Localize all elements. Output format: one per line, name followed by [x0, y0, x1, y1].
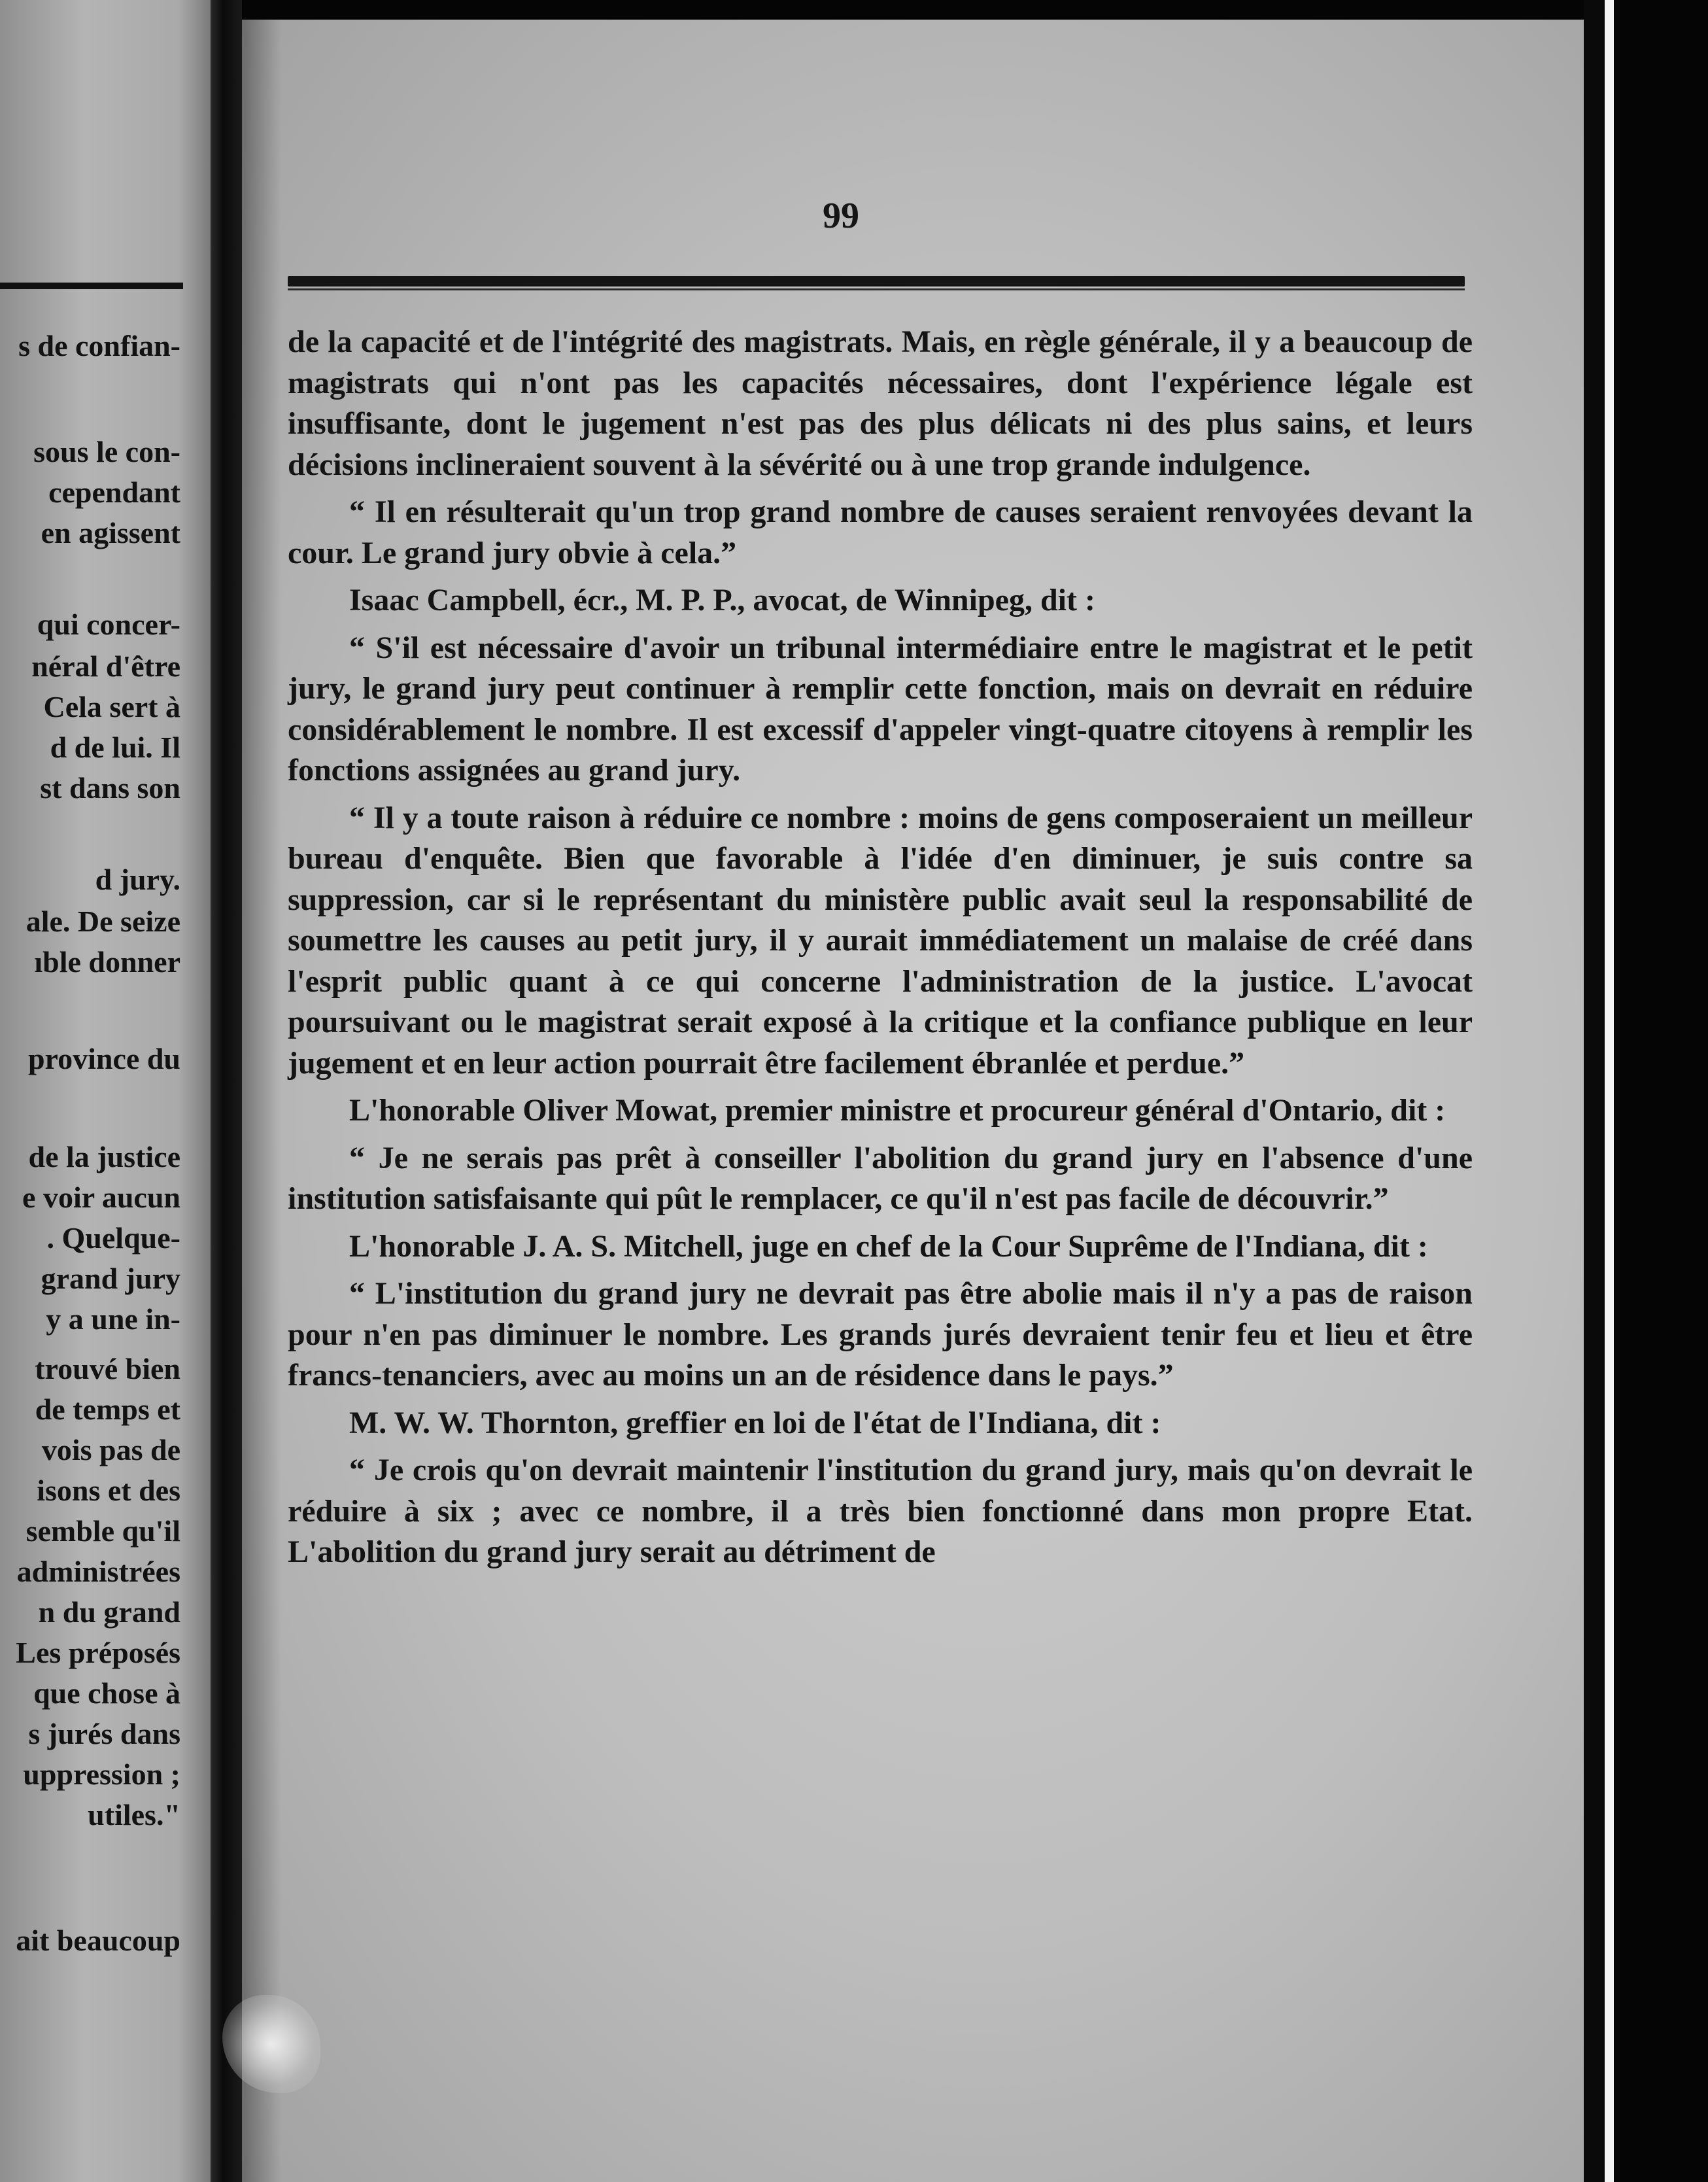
left-line: vois pas de [41, 1433, 180, 1466]
left-line: e voir aucun [22, 1181, 180, 1214]
book-gutter [211, 0, 242, 2182]
paragraph: L'honorable Oliver Mowat, premier ministre et procureur général d'Ontario, dit : [349, 1093, 1446, 1128]
left-line: n du grand [38, 1595, 180, 1629]
page-number: 99 [823, 196, 859, 236]
left-page-rule [0, 283, 183, 289]
left-line: en agissent [41, 516, 180, 549]
left-line: qui concer- [37, 608, 180, 641]
left-line: administrées [16, 1555, 180, 1588]
paragraph: L'honorable J. A. S. Mitchell, juge en chef de la Cour Suprême de l'Indiana, dit : [349, 1228, 1428, 1264]
left-line: cependant [48, 476, 180, 509]
left-line: ait beaucoup [16, 1924, 180, 1957]
page-edge-shadow [1584, 0, 1605, 2182]
left-line: Les préposés [16, 1636, 180, 1669]
left-line: sous le con- [33, 435, 180, 468]
paragraph: “ Je ne serais pas prêt à conseiller l'abolition du grand jury en l'absence d'une institution satisfaisante qui pût le remplacer, ce qu'il n'est pas facile de découvrir.” [288, 1140, 1473, 1216]
left-line: de la justice [28, 1140, 180, 1173]
left-line: ale. De seize [26, 905, 180, 938]
paragraph: “ L'institution du grand jury ne devrait pas être abolie mais il n'y a pas de raison pour n'en pas diminuer le nombre. Les grands jurés devraient tenir feu et lieu et être francs-tenanciers, avec au moins un an de résidence dans le pays.” [288, 1276, 1473, 1393]
left-line: isons et des [37, 1474, 180, 1507]
left-line: s de confian- [18, 329, 180, 362]
left-line: que chose à [33, 1676, 180, 1710]
left-line: ıble donner [34, 945, 180, 978]
left-line: . Quelque- [46, 1221, 180, 1255]
left-line: semble qu'il [26, 1514, 180, 1548]
paragraph: “ S'il est nécessaire d'avoir un tribunal intermédiaire entre le magistrat et le petit jury, le grand jury peut continuer à remplir cette fonction, mais on devrait en réduire considérablement le nombre. Il est excessif d'appeler vingt-quatre citoyens à remplir les fonctions assignées au grand jury. [288, 630, 1473, 788]
left-line: y a une in- [46, 1302, 180, 1336]
paragraph: “ Je crois qu'on devrait maintenir l'institution du grand jury, mais qu'on devrait le réduire à six ; avec ce nombre, il a très bien fonctionné dans mon propre Etat. L'abolition du grand jury serait au détriment de [288, 1453, 1473, 1569]
header-rule [288, 276, 1465, 286]
paragraph: “ Il y a toute raison à réduire ce nombre : moins de gens composeraient un meilleur bureau d'enquête. Bien que favorable à l'idée d'en diminuer, je suis contre sa suppression, car si le représentant du ministère public avait seul la responsabilité de soumettre les causes au petit jury, il y aurait immédiatement un malaise de créé dans l'esprit public quant à ce qui concerne l'administration de la justice. L'avocat poursuivant ou le magistrat serait exposé à la critique et la confiance publique en leur jugement et en leur action pourrait être facilement ébranlée et perdue.” [288, 800, 1473, 1081]
page-body [288, 322, 1473, 1580]
left-line: st dans son [40, 771, 180, 805]
left-line: grand jury [41, 1262, 180, 1295]
left-line: d jury. [95, 863, 180, 896]
paragraph: “ Il en résulterait qu'un trop grand nombre de causes seraient renvoyées devant la cour. Le grand jury obvie à cela.” [288, 494, 1473, 570]
left-page-fragment [0, 0, 211, 2182]
left-line: province du [27, 1042, 180, 1075]
left-line: utiles." [88, 1798, 180, 1831]
left-line: Cela sert à [43, 690, 180, 723]
left-line: d de lui. Il [50, 731, 180, 764]
paragraph: M. W. W. Thornton, greffier en loi de l'état de l'Indiana, dit : [349, 1405, 1161, 1440]
left-line: trouvé bien [35, 1352, 180, 1385]
paragraph: Isaac Campbell, écr., M. P. P., avocat, de Winnipeg, dit : [349, 583, 1095, 617]
paragraph: de la capacité et de l'intégrité des magistrats. Mais, en règle générale, il y a beaucoup de magistrats qui n'ont pas les capacités nécessaires, dont l'expérience légale est insuffisante, dont le jugement n'est pas des plus délicats ni des plus sains, et leurs décisions inclineraient souvent à la sévérité ou à une trop grande indulgence. [288, 324, 1473, 482]
left-line: néral d'être [31, 649, 180, 683]
scan-background [1614, 0, 1708, 2182]
left-line: de temps et [35, 1393, 180, 1426]
left-line: s jurés dans [28, 1717, 180, 1750]
left-line: uppression ; [23, 1758, 180, 1791]
page-edge-strip [1605, 0, 1614, 2182]
main-page [242, 20, 1584, 2182]
